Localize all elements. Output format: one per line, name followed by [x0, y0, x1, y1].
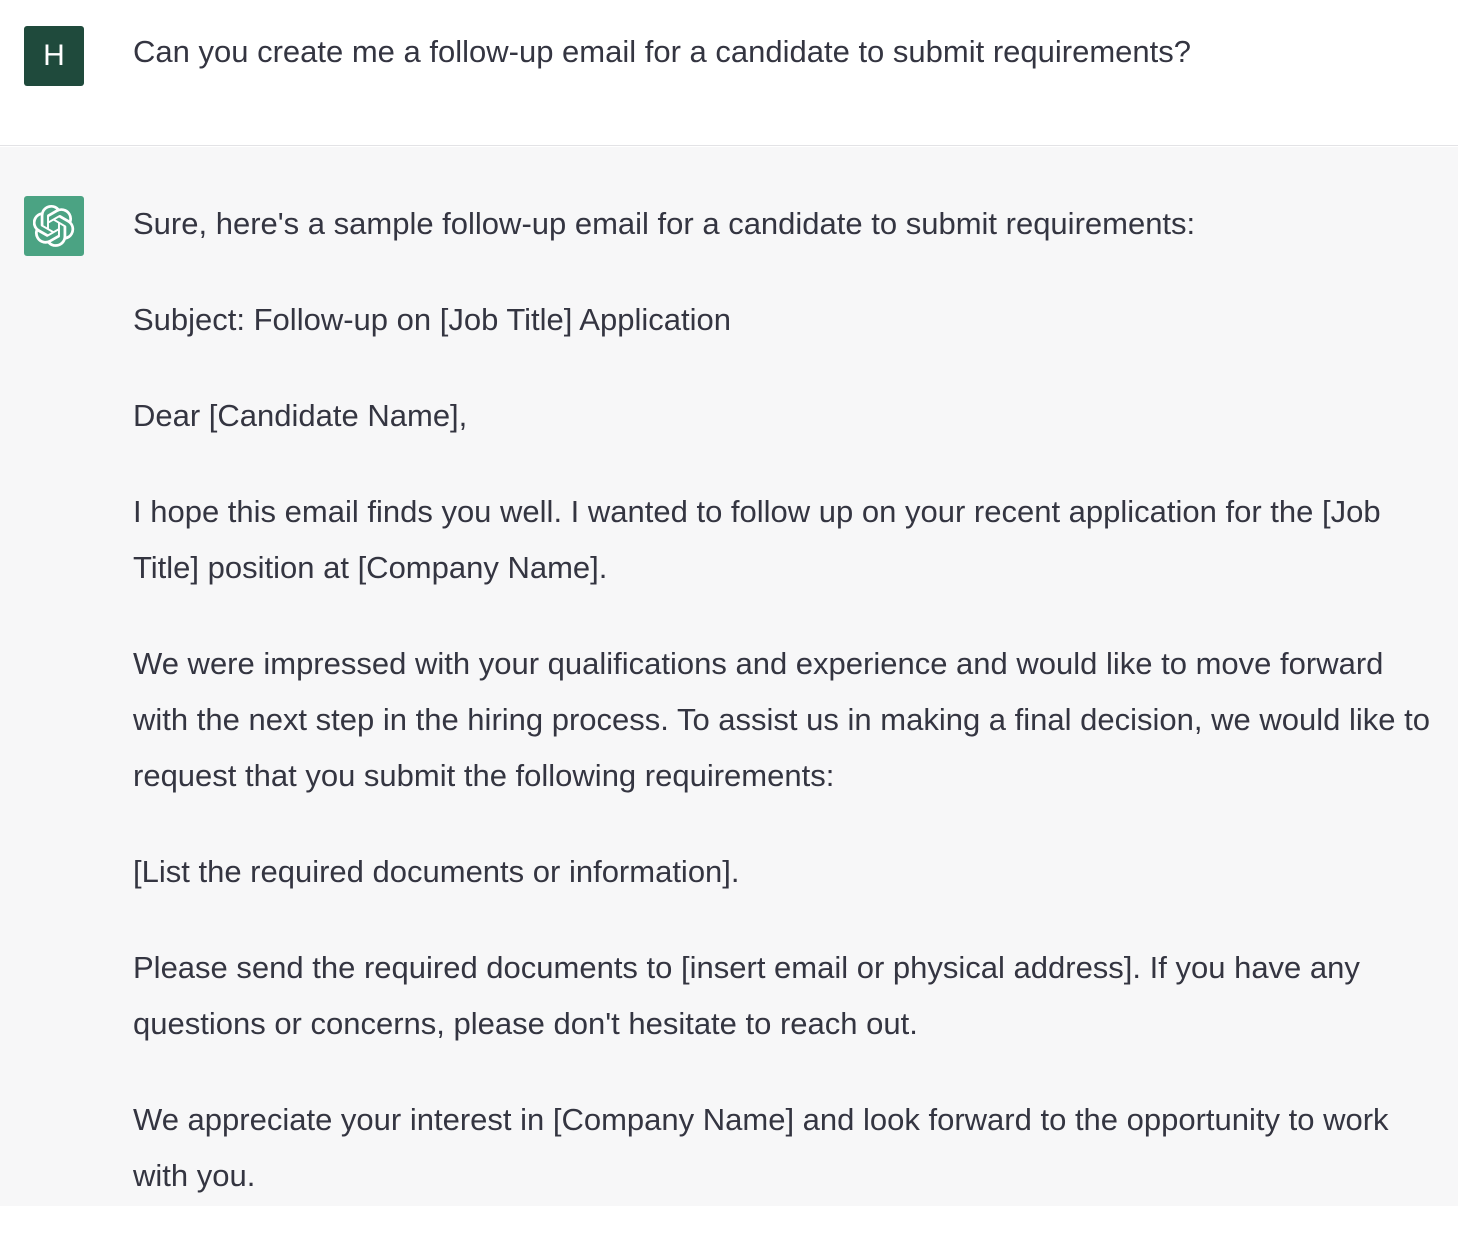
user-avatar: H: [24, 26, 84, 86]
assistant-avatar: [24, 196, 84, 256]
email-paragraph: I hope this email finds you well. I wanted to follow up on your recent application for the [Job Title] position at [Company Name].: [133, 494, 1381, 585]
email-greeting: Dear [Candidate Name],: [133, 398, 468, 433]
email-paragraph: [List the required documents or information].: [133, 854, 740, 889]
email-paragraph: We were impressed with your qualifications and experience and would like to move forward with the next step in the hiring process. To assist us in making a final decision, we would like to request that you submit the following requirements:: [133, 646, 1430, 793]
assistant-message-text: [133, 196, 1438, 1244]
user-message-row: [0, 0, 1458, 146]
email-subject: Subject: Follow-up on [Job Title] Application: [133, 302, 731, 337]
assistant-paragraph: Sure, here's a sample follow-up email for a candidate to submit requirements:: [133, 206, 1196, 241]
assistant-message-row: [0, 147, 1458, 1206]
email-paragraph: Please send the required documents to [insert email or physical address]. If you have any questions or concerns, please don't hesitate to reach out.: [133, 950, 1360, 1041]
user-message-text: Can you create me a follow-up email for a candidate to submit requirements?: [133, 34, 1191, 69]
email-paragraph: We appreciate your interest in [Company Name] and look forward to the opportunity to work with you.: [133, 1102, 1389, 1193]
openai-logo-icon: [33, 205, 75, 247]
